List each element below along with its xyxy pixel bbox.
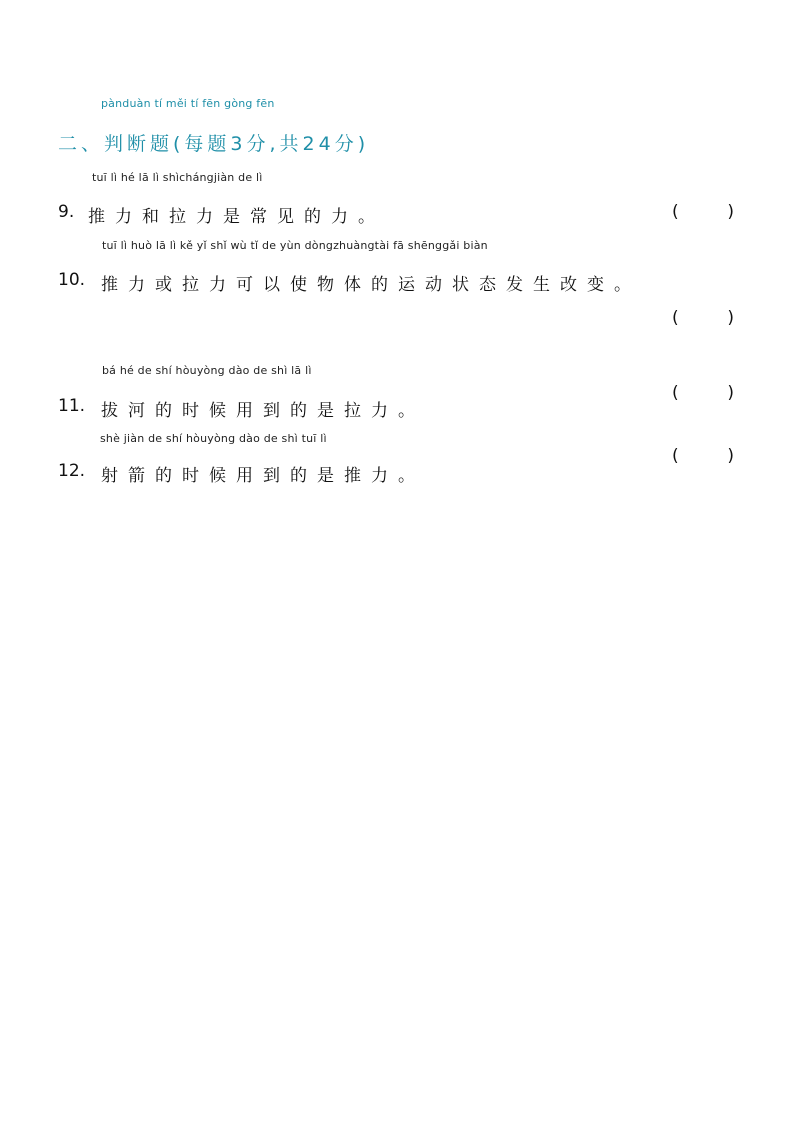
question-9-pinyin: tuī lì hé lā lì shìchángjiàn de lì bbox=[92, 171, 263, 184]
question-12-answer-bracket[interactable] bbox=[672, 446, 734, 466]
question-11-number: 11. bbox=[58, 396, 86, 416]
question-10-pinyin: tuī lì huò lā lì kě yǐ shǐ wù tǐ de yùn dòngzhuàngtài fā shēnggǎi biàn bbox=[102, 239, 488, 252]
bracket-open: ( bbox=[672, 383, 679, 403]
question-12-pinyin: shè jiàn de shí hòuyòng dào de shì tuī lì bbox=[100, 432, 327, 445]
question-9-number: 9. bbox=[58, 202, 75, 222]
section-title-pinyin: pànduàn tí měi tí fēn gòng fēn bbox=[101, 97, 275, 110]
question-11-pinyin: bá hé de shí hòuyòng dào de shì lā lì bbox=[102, 364, 312, 377]
bracket-close: ) bbox=[727, 308, 734, 328]
section-title: 二、判断题(每题3分,共24分) bbox=[58, 133, 370, 155]
question-12-number: 12. bbox=[58, 461, 86, 481]
question-11-answer-bracket[interactable] bbox=[672, 383, 734, 403]
question-12-text: 射箭的时候用到的是推力。 bbox=[101, 466, 425, 486]
question-9-answer-bracket[interactable] bbox=[672, 202, 734, 222]
bracket-open: ( bbox=[672, 308, 679, 328]
question-10-number: 10. bbox=[58, 270, 86, 290]
question-10-answer-bracket[interactable] bbox=[672, 308, 734, 328]
question-11-text: 拔河的时候用到的是拉力。 bbox=[101, 401, 425, 421]
question-10-text: 推力或拉力可以使物体的运动状态发生改变。 bbox=[101, 275, 641, 295]
bracket-close: ) bbox=[727, 383, 734, 403]
bracket-open: ( bbox=[672, 202, 679, 222]
bracket-open: ( bbox=[672, 446, 679, 466]
bracket-close: ) bbox=[727, 202, 734, 222]
question-9-text: 推力和拉力是常见的力。 bbox=[88, 207, 385, 227]
bracket-close: ) bbox=[727, 446, 734, 466]
